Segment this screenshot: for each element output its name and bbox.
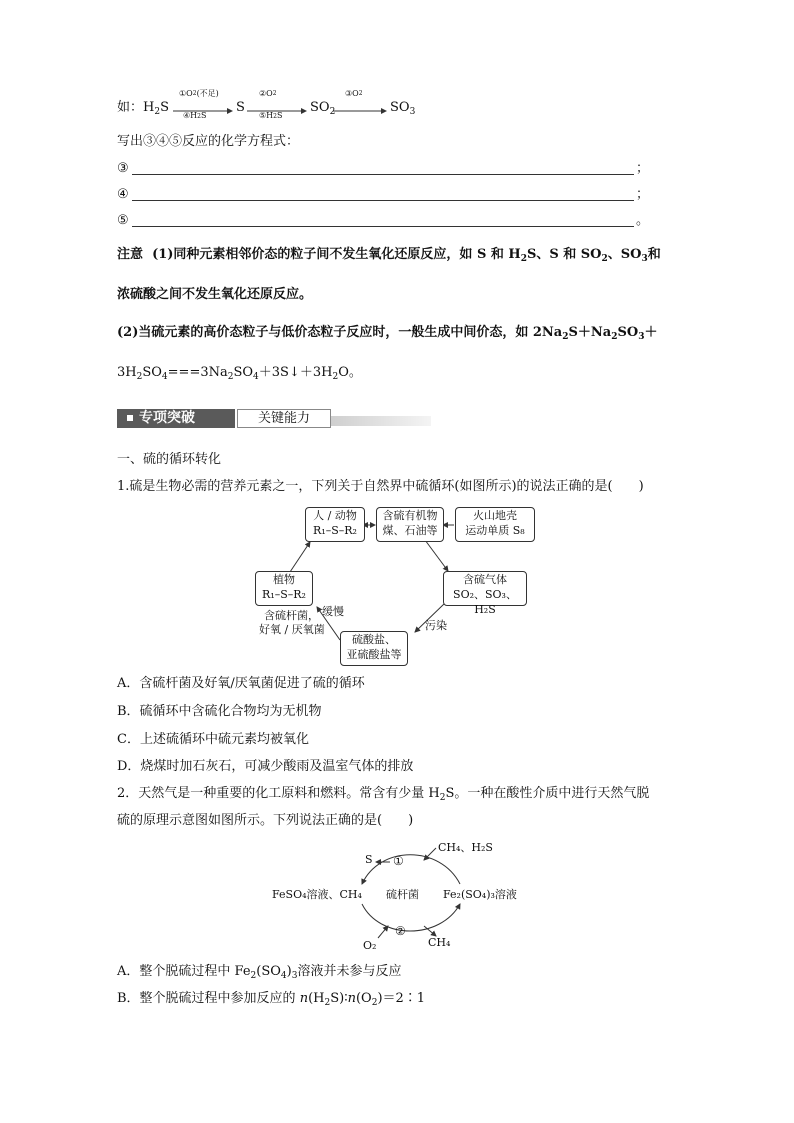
banner-square-icon [127,415,133,421]
box-sulfur-gas: 含硫气体 SO₂、SO₃、H₂S [443,571,527,606]
arrow-1-top-label: $①O^2$(不足) [179,89,219,98]
q2-stem-line-2: 硫的原理示意图如图所示。下列说法正确的是( ) [117,813,414,828]
chain-so2: $SO_2$ [310,100,336,117]
q1-option-b[interactable]: B．硫循环中含硫化合物均为无机物 [117,704,322,719]
answer-5-line[interactable] [132,226,634,227]
box-plant: 植物 R₁–S–R₂ [255,571,313,606]
answer-4-num: ④ [117,187,129,202]
label-pollution: 污染 [425,619,447,632]
q2-step-1: ① [393,854,404,868]
answer-3-num: ③ [117,161,129,176]
q2-bottom-right-label: CH₄ [428,936,451,949]
arrow-2-bottom-label: ⑤H2S [259,111,283,120]
section-banner [117,406,430,432]
q2-center-label: 硫杆菌 [386,888,419,901]
arrow-o2-in [378,926,388,938]
chain-s: S [236,100,245,115]
banner-right: 关键能力 [237,409,331,428]
q2-left-label: FeSO₄溶液、CH₄ [272,888,362,901]
banner-left: 专项突破 [117,409,235,428]
box-sulfate-salt: 硫酸盐、 亚硫酸盐等 [340,631,408,666]
arrow-3-head [381,108,387,114]
answer-3-end: ； [636,161,650,176]
arc-top [362,855,460,884]
q2-option-a[interactable]: A．整个脱硫过程中 $Fe_2(SO_4)_3$溶液并未参与反应 [117,964,402,981]
write-prompt: 写出③④⑤反应的化学方程式： [117,134,300,149]
banner-tail [331,416,431,426]
answer-4-line[interactable] [132,200,634,201]
q1-stem: 1.硫是生物必需的营养元素之一，下列关于自然界中硫循环(如图所示)的说法正确的是( ) [117,479,644,494]
q2-step-2: ② [395,924,406,938]
chain-so3: $SO_3$ [390,100,416,117]
note-label: 注意 [117,247,144,262]
arrow-1-bottom-label: ④H2S [183,111,207,120]
label-slow: 缓慢 [322,605,344,618]
arrow-2-head [301,108,307,114]
q2-top-right-label: CH₄、H₂S [438,841,493,854]
arc-bottom [362,904,460,931]
q2-right-label: Fe₂(SO₄)₃溶液 [443,888,517,901]
answer-4-end: ； [636,187,650,202]
arrow-1-head [227,108,233,114]
arrow-2-top-label: $②O^2$ [259,89,277,98]
box-volcano: 火山地壳 运动单质 S₈ [455,507,535,542]
answer-5-num: ⑤ [117,213,129,228]
answer-5-end: 。 [636,213,650,228]
q1-option-a[interactable]: A．含硫杆菌及好氧/厌氧菌促进了硫的循环 [117,676,365,691]
box-human: 人 / 动物 R₁–S–R₂ [305,507,365,542]
box-organic-sulfur: 含硫有机物 煤、石油等 [376,507,444,542]
q2-option-b[interactable]: B．整个脱硫过程中参加反应的 $n(H_2S)∶n(O_2)=2∶1$ [117,991,426,1008]
note-line-4: $3H_2SO_4===3Na_2SO_4+3S↓+3H_2O$。 [117,365,362,382]
section-1-heading: 一、硫的循环转化 [117,452,222,467]
arrow-org-to-gas [425,540,448,571]
answer-3-line[interactable] [132,174,634,175]
chain-h2s: 如：$H_2S$ [117,100,169,117]
label-bacteria-2: 好氧 / 厌氧菌 [259,623,325,636]
q1-option-c[interactable]: C．上述硫循环中硫元素均被氧化 [117,732,309,747]
note-line-3: (2)当硫元素的高价态粒子与低价态粒子反应时，一般生成中间价态，如 $2Na_2S+Na_2SO_3+$ [117,325,658,342]
q2-stem-line-1: 2．天然气是一种重要的化工原料和燃料。常含有少量 $H_2S$。一种在酸性介质中进行天然气脱 [117,786,650,803]
arrow-plant-to-human [290,542,310,572]
note-line-2: 浓硫酸之间不发生氧化还原反应。 [117,287,313,302]
q2-s-label: S [365,853,373,866]
arrow-3-top-label: $③O^2$ [345,89,363,98]
label-bacteria-1: 含硫杆菌， [264,609,319,622]
q1-option-d[interactable]: D．烧煤时加石灰石，可减少酸雨及温室气体的排放 [117,759,414,774]
q2-o2-label: O₂ [363,939,377,952]
note-line-1: 注意 (1)同种元素相邻价态的粒子间不发生氧化还原反应，如 S 和 $H_2S$、S 和 $SO_2$、$SO_3$和 [117,247,661,264]
